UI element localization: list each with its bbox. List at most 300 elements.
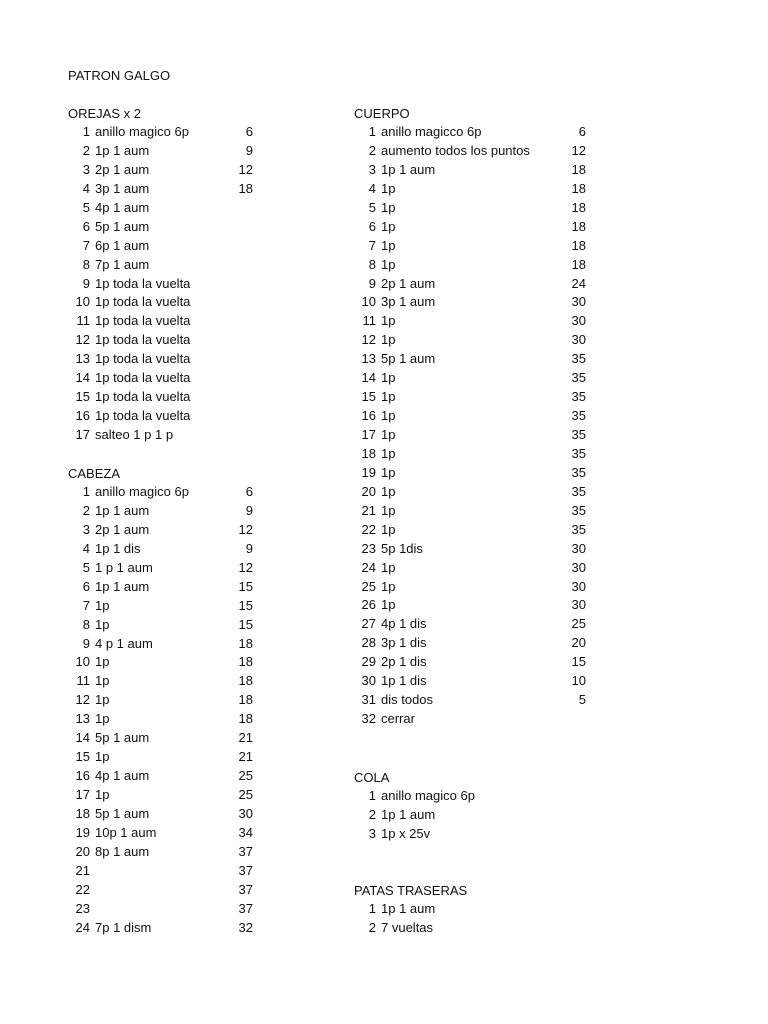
row-number: 6 [368,218,376,234]
pattern-row [354,672,586,691]
row-number: 12 [361,332,376,348]
row-instruction: 1p [381,502,396,518]
row-stitch-count: 35 [571,521,586,537]
row-instruction: 1p 1 aum [95,142,150,158]
row-number: 25 [361,578,376,594]
row-number: 18 [75,805,90,821]
row-stitch-count: 15 [571,654,586,670]
pattern-row [354,199,586,218]
row-instruction: 4 p 1 aum [95,635,153,651]
pattern-row [354,502,586,521]
row-stitch-count: 5 [578,692,586,708]
row-stitch-count: 35 [571,351,586,367]
row-instruction: 1p [381,521,396,537]
row-instruction: 7p 1 aum [95,256,150,272]
pattern-row [68,691,253,710]
row-instruction: 1p [381,332,396,348]
row-stitch-count: 18 [238,654,253,670]
row-instruction: 1p [95,749,110,765]
pattern-row [354,596,586,615]
section-title: COLA [354,770,390,785]
row-number: 7 [82,237,90,253]
pattern-row [68,881,253,900]
row-instruction: 3p 1 dis [381,635,427,651]
row-stitch-count: 30 [571,540,586,556]
row-instruction: dis todos [381,692,434,708]
row-instruction: 1p [95,787,110,802]
row-number: 21 [361,502,376,518]
row-stitch-count [561,825,586,844]
pattern-row [68,653,253,672]
row-stitch-count: 18 [571,237,586,253]
pattern-row [68,578,253,597]
row-instruction: 1p [381,256,396,272]
row-number: 4 [82,180,90,196]
row-instruction: 1p [95,673,110,689]
row-instruction: 1p [95,711,110,727]
pattern-row [68,388,253,407]
row-number: 31 [361,692,376,708]
row-number: 17 [75,787,90,802]
row-stitch-count: 37 [238,881,253,897]
row-stitch-count [561,787,586,806]
row-number: 1 [82,484,90,499]
pattern-row [354,407,586,426]
pattern-row [354,634,586,653]
row-stitch-count: 30 [571,597,586,613]
row-number: 2 [368,806,376,822]
row-number: 18 [361,445,376,461]
row-stitch-count [561,806,586,825]
row-stitch-count [235,275,253,294]
row-instruction [95,900,235,919]
row-stitch-count: 9 [245,502,253,518]
row-number: 15 [75,749,90,765]
row-stitch-count: 6 [245,484,253,499]
row-stitch-count: 10 [571,673,586,689]
row-number: 28 [361,635,376,651]
row-instruction: 1p [381,559,396,575]
row-instruction: 1p [381,389,396,405]
pattern-row [68,805,253,824]
pattern-row [354,237,586,256]
row-stitch-count [561,919,586,938]
row-stitch-count [235,218,253,237]
row-stitch-count [235,350,253,369]
section-cola [354,768,586,844]
pattern-row [354,256,586,275]
pattern-row [68,369,253,388]
row-instruction: 5p 1 aum [381,351,436,367]
row-stitch-count: 12 [238,161,253,177]
pattern-row [354,388,586,407]
pattern-row [354,293,586,312]
row-stitch-count: 35 [571,427,586,442]
row-instruction: 1p 1 dis [95,540,141,556]
row-number: 5 [368,199,376,215]
row-stitch-count: 12 [571,142,586,158]
row-instruction: salteo 1 p 1 p [95,427,174,442]
row-stitch-count: 30 [571,294,586,310]
row-instruction: 1p [381,199,396,215]
row-instruction: 1p 1 aum [95,502,150,518]
pattern-row [68,862,253,881]
row-list [354,787,586,844]
row-instruction: 1p toda la vuelta [95,370,191,386]
row-number: 16 [75,408,90,424]
row-instruction: 3p 1 aum [381,294,436,310]
row-number: 23 [361,540,376,556]
row-stitch-count [235,199,253,218]
row-stitch-count: 35 [571,483,586,499]
row-number: 8 [82,256,90,272]
pattern-row [68,521,253,540]
row-number: 10 [75,654,90,670]
row-stitch-count: 37 [238,843,253,859]
section-title: CABEZA [68,466,121,481]
row-number: 32 [361,711,376,727]
row-number: 15 [75,389,90,405]
row-instruction: 1p [95,597,110,613]
row-instruction: 1p toda la vuelta [95,389,191,405]
row-instruction: 1p [381,483,396,499]
row-number: 19 [361,464,376,480]
row-number: 9 [82,635,90,651]
row-instruction: 1p [381,313,396,329]
pattern-row [354,369,586,388]
row-stitch-count: 30 [571,332,586,348]
row-stitch-count: 30 [571,559,586,575]
row-stitch-count: 30 [238,805,253,821]
row-instruction: 1p [381,578,396,594]
pattern-row [68,786,253,805]
row-stitch-count: 18 [238,180,253,196]
pattern-row [68,218,253,237]
row-number: 1 [368,788,376,803]
pattern-row [68,483,253,502]
row-stitch-count [235,256,253,275]
pattern-row [354,218,586,237]
pattern-row [354,312,586,331]
row-list [354,123,586,729]
row-instruction: 1p toda la vuelta [95,275,191,291]
row-number: 22 [75,881,90,897]
row-number: 30 [361,673,376,689]
row-number: 19 [75,824,90,840]
row-stitch-count: 25 [238,787,253,802]
row-instruction: 5p 1 aum [95,218,150,234]
row-number: 2 [368,919,376,935]
row-stitch-count: 18 [571,256,586,272]
row-instruction: 5p 1dis [381,540,423,556]
row-stitch-count: 35 [571,389,586,405]
row-stitch-count: 34 [238,824,253,840]
pattern-row [68,256,253,275]
row-instruction: 1p 1 aum [381,901,436,916]
row-instruction: 1p [381,370,396,386]
row-instruction: 1p 1 aum [381,806,436,822]
row-stitch-count [235,369,253,388]
row-stitch-count [235,331,253,350]
row-number: 14 [361,370,376,386]
row-stitch-count [235,237,253,256]
row-instruction: 1p [95,616,110,632]
row-number: 3 [368,161,376,177]
row-instruction: 1p toda la vuelta [95,408,191,424]
row-number: 13 [361,351,376,367]
row-instruction: 5p 1 aum [95,805,150,821]
pattern-row [354,445,586,464]
row-number: 2 [368,142,376,158]
row-number: 11 [76,673,90,689]
row-number: 3 [368,825,376,841]
row-number: 1 [368,901,376,916]
row-stitch-count [561,710,586,729]
pattern-row [354,559,586,578]
row-instruction: aumento todos los puntos [381,142,530,158]
row-number: 20 [75,843,90,859]
row-instruction: 1p [381,445,396,461]
row-stitch-count: 18 [238,711,253,727]
row-stitch-count: 21 [238,749,253,765]
row-number: 26 [361,597,376,613]
row-number: 17 [75,427,90,442]
row-number: 10 [75,294,90,310]
pattern-row [354,615,586,634]
row-instruction: 8p 1 aum [95,843,150,859]
pattern-row [68,767,253,786]
row-list [354,900,586,938]
row-instruction: cerrar [381,711,415,727]
row-instruction: 1p [381,218,396,234]
row-instruction: anillo magico 6p [95,124,189,139]
row-number: 12 [75,692,90,708]
row-stitch-count [235,407,253,426]
row-stitch-count: 24 [571,275,586,291]
pattern-row [354,540,586,559]
pattern-row [354,825,586,844]
pattern-row [354,464,586,483]
row-stitch-count: 35 [571,445,586,461]
row-instruction: 1p [381,408,396,424]
row-instruction: 1p x 25v [381,825,431,841]
pattern-row [354,180,586,199]
row-stitch-count: 20 [571,635,586,651]
row-list [68,483,253,938]
row-number: 6 [82,218,90,234]
pattern-row [354,161,586,180]
row-number: 3 [82,521,90,537]
pattern-row [68,729,253,748]
row-number: 2 [82,502,90,518]
row-instruction: 4p 1 aum [95,768,150,784]
section-cabeza [68,464,253,938]
row-instruction: 1p 1 dis [381,673,427,689]
section-patas-traseras [354,881,586,938]
pattern-row [68,540,253,559]
row-number: 11 [76,313,90,329]
row-instruction [95,862,235,881]
row-stitch-count: 25 [571,616,586,632]
row-stitch-count: 35 [571,408,586,424]
row-stitch-count: 18 [238,635,253,651]
pattern-row [354,275,586,294]
row-number: 3 [82,161,90,177]
row-number: 21 [75,862,90,878]
row-stitch-count: 12 [238,521,253,537]
row-instruction: 1p 1 aum [381,161,436,177]
row-instruction: anillo magicco 6p [381,124,482,139]
pattern-row [354,900,586,919]
row-number: 4 [368,180,376,196]
row-number: 13 [75,711,90,727]
row-number: 2 [82,142,90,158]
row-number: 10 [361,294,376,310]
row-number: 13 [75,351,90,367]
pattern-row [354,350,586,369]
row-stitch-count [561,900,586,919]
pattern-row [68,616,253,635]
row-instruction: 1p [381,597,396,613]
row-number: 5 [82,559,90,575]
row-instruction: 1p [95,654,110,670]
row-instruction: 1p toda la vuelta [95,313,191,329]
pattern-row [354,483,586,502]
row-stitch-count: 18 [238,692,253,708]
row-stitch-count: 35 [571,502,586,518]
section-title: CUERPO [354,106,410,121]
row-stitch-count: 9 [245,540,253,556]
row-instruction: 4p 1 aum [95,199,150,215]
row-instruction: 7p 1 dism [95,919,152,935]
pattern-row [354,653,586,672]
row-stitch-count: 18 [571,199,586,215]
pattern-row [68,275,253,294]
pattern-row [354,142,586,161]
row-number: 1 [82,124,90,139]
pattern-row [68,843,253,862]
row-instruction: 7 vueltas [381,919,434,935]
pattern-row [354,691,586,710]
pattern-row [68,180,253,199]
row-stitch-count: 21 [238,730,253,746]
pattern-row [68,312,253,331]
row-stitch-count: 18 [571,180,586,196]
row-instruction: 1p toda la vuelta [95,351,191,367]
pattern-row [68,672,253,691]
row-number: 15 [361,389,376,405]
row-stitch-count: 15 [238,616,253,632]
row-number: 16 [75,768,90,784]
row-instruction: anillo magico 6p [95,484,189,499]
row-number: 7 [82,597,90,613]
row-stitch-count: 25 [238,768,253,784]
row-stitch-count: 9 [245,142,253,158]
pattern-row [68,350,253,369]
row-number: 27 [361,616,376,632]
pattern-row [68,426,253,445]
row-number: 4 [82,540,90,556]
row-number: 16 [361,408,376,424]
pattern-row [354,787,586,806]
row-number: 17 [361,427,376,442]
pattern-row [68,237,253,256]
pattern-row [354,426,586,445]
pattern-row [354,331,586,350]
row-number: 7 [368,237,376,253]
row-instruction: 2p 1 aum [381,275,436,291]
row-instruction: anillo magico 6p [381,788,475,803]
row-stitch-count: 12 [238,559,253,575]
row-number: 23 [75,900,90,916]
pattern-row [354,578,586,597]
row-stitch-count [235,388,253,407]
row-stitch-count: 37 [238,900,253,916]
pattern-row [68,407,253,426]
pattern-row [68,559,253,578]
row-instruction [95,881,235,900]
row-instruction: 2p 1 aum [95,521,150,537]
pattern-row [68,293,253,312]
row-instruction: 10p 1 aum [95,824,157,840]
row-number: 14 [75,730,90,746]
row-stitch-count [235,293,253,312]
row-number: 22 [361,521,376,537]
row-stitch-count: 30 [571,313,586,329]
row-stitch-count: 6 [578,124,586,139]
row-stitch-count: 32 [238,919,253,935]
document-title: PATRON GALGO [68,68,171,83]
pattern-row [68,900,253,919]
pattern-row [68,123,253,142]
row-stitch-count: 35 [571,370,586,386]
row-instruction: 4p 1 dis [381,616,427,632]
row-stitch-count: 6 [245,124,253,139]
row-stitch-count: 18 [238,673,253,689]
row-instruction: 2p 1 aum [95,161,150,177]
row-number: 9 [368,275,376,291]
pattern-row [354,806,586,825]
pattern-row [354,919,586,938]
row-number: 12 [75,332,90,348]
section-cuerpo [354,104,586,729]
row-number: 6 [82,578,90,594]
row-instruction: 5p 1 aum [95,730,150,746]
row-instruction: 6p 1 aum [95,237,150,253]
row-instruction: 1p 1 aum [95,578,150,594]
row-instruction: 1 p 1 aum [95,559,153,575]
pattern-row [68,824,253,843]
pattern-row [68,748,253,767]
row-stitch-count: 15 [238,578,253,594]
row-stitch-count: 30 [571,578,586,594]
row-instruction: 1p [381,464,396,480]
pattern-row [68,635,253,654]
pattern-row [68,919,253,938]
pattern-row [68,161,253,180]
pattern-row [68,199,253,218]
row-instruction: 1p [95,692,110,708]
row-number: 24 [361,559,376,575]
row-stitch-count: 18 [571,161,586,177]
row-stitch-count: 35 [571,464,586,480]
pattern-row [68,142,253,161]
row-instruction: 2p 1 dis [381,654,427,670]
row-list [68,123,253,445]
row-instruction: 3p 1 aum [95,180,150,196]
section-title: OREJAS x 2 [68,106,141,121]
row-number: 5 [82,199,90,215]
